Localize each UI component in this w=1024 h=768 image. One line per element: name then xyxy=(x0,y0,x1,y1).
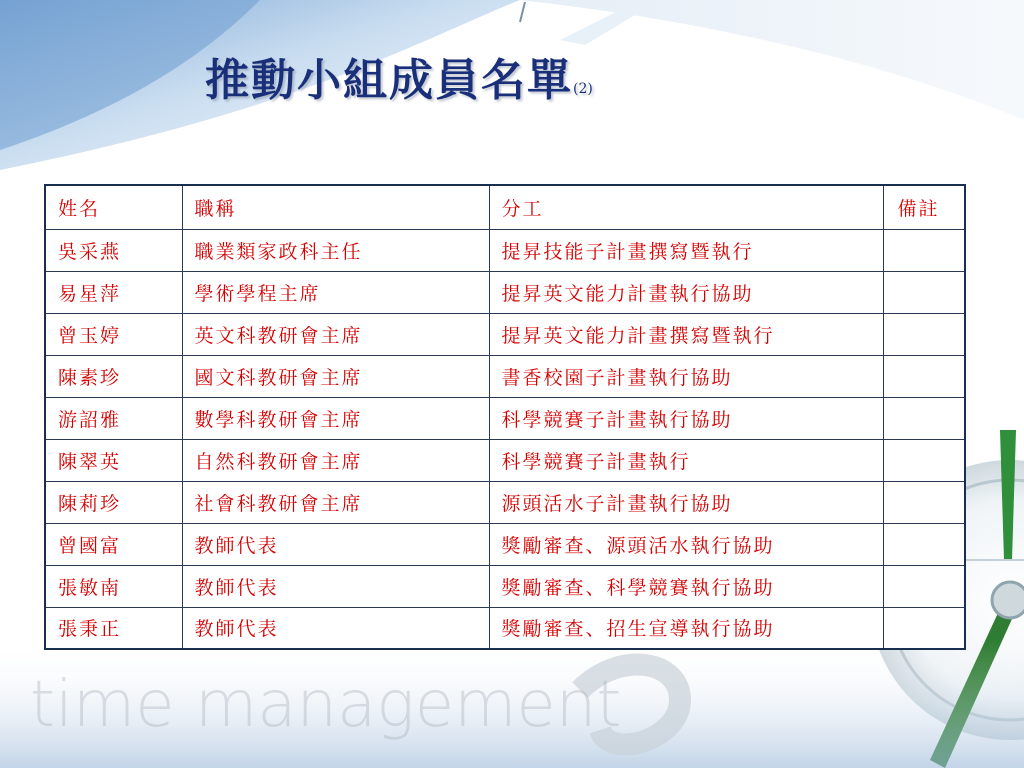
cell-title: 教師代表 xyxy=(182,523,489,565)
cell-name: 曾玉婷 xyxy=(45,313,182,355)
cell-name: 吳采燕 xyxy=(45,229,182,271)
cell-assignment: 獎勵審查、招生宣導執行協助 xyxy=(489,607,883,649)
cell-remarks xyxy=(883,439,965,481)
table-row xyxy=(45,229,965,271)
cell-title: 英文科教研會主席 xyxy=(182,313,489,355)
cell-assignment: 獎勵審查、源頭活水執行協助 xyxy=(489,523,883,565)
cell-remarks xyxy=(883,271,965,313)
cell-assignment: 科學競賽子計畫執行 xyxy=(489,439,883,481)
cell-title: 職業類家政科主任 xyxy=(182,229,489,271)
cell-assignment: 提昇英文能力計畫執行協助 xyxy=(489,271,883,313)
cell-name: 張秉正 xyxy=(45,607,182,649)
table-row xyxy=(45,523,965,565)
header-assignment: 分工 xyxy=(489,185,883,229)
cell-name: 易星萍 xyxy=(45,271,182,313)
cell-name: 張敏南 xyxy=(45,565,182,607)
header-remarks: 備註 xyxy=(883,185,965,229)
cell-remarks xyxy=(883,229,965,271)
cell-title: 國文科教研會主席 xyxy=(182,355,489,397)
header-title: 職稱 xyxy=(182,185,489,229)
cell-title: 數學科教研會主席 xyxy=(182,397,489,439)
cell-title: 教師代表 xyxy=(182,607,489,649)
cell-remarks xyxy=(883,565,965,607)
cell-title: 學術學程主席 xyxy=(182,271,489,313)
background-watermark-text: time management xyxy=(30,668,622,742)
table-row xyxy=(45,439,965,481)
cell-assignment: 提昇技能子計畫撰寫暨執行 xyxy=(489,229,883,271)
table-header-row xyxy=(45,185,965,229)
slide-title-suffix: (2) xyxy=(573,81,593,97)
cell-assignment: 科學競賽子計畫執行協助 xyxy=(489,397,883,439)
table-row xyxy=(45,607,965,649)
slide-title xyxy=(205,44,593,108)
table-row xyxy=(45,397,965,439)
member-table-container xyxy=(44,184,966,650)
cell-assignment: 獎勵審查、科學競賽執行協助 xyxy=(489,565,883,607)
cell-remarks xyxy=(883,481,965,523)
cell-assignment: 源頭活水子計畫執行協助 xyxy=(489,481,883,523)
cell-remarks xyxy=(883,523,965,565)
cell-title: 教師代表 xyxy=(182,565,489,607)
cell-name: 游詔雅 xyxy=(45,397,182,439)
cell-name: 陳素珍 xyxy=(45,355,182,397)
cell-remarks xyxy=(883,397,965,439)
cell-remarks xyxy=(883,313,965,355)
member-table-body xyxy=(45,185,965,649)
cell-name: 陳莉珍 xyxy=(45,481,182,523)
cell-assignment: 提昇英文能力計畫撰寫暨執行 xyxy=(489,313,883,355)
table-row xyxy=(45,481,965,523)
header-name: 姓名 xyxy=(45,185,182,229)
cell-title: 社會科教研會主席 xyxy=(182,481,489,523)
table-row xyxy=(45,271,965,313)
table-row xyxy=(45,313,965,355)
cell-name: 曾國富 xyxy=(45,523,182,565)
cell-remarks xyxy=(883,607,965,649)
member-table xyxy=(44,184,966,650)
cell-title: 自然科教研會主席 xyxy=(182,439,489,481)
slide-title-text: 推動小組成員名單 xyxy=(205,55,573,106)
table-row xyxy=(45,565,965,607)
table-row xyxy=(45,355,965,397)
cell-name: 陳翠英 xyxy=(45,439,182,481)
cell-remarks xyxy=(883,355,965,397)
cell-assignment: 書香校園子計畫執行協助 xyxy=(489,355,883,397)
